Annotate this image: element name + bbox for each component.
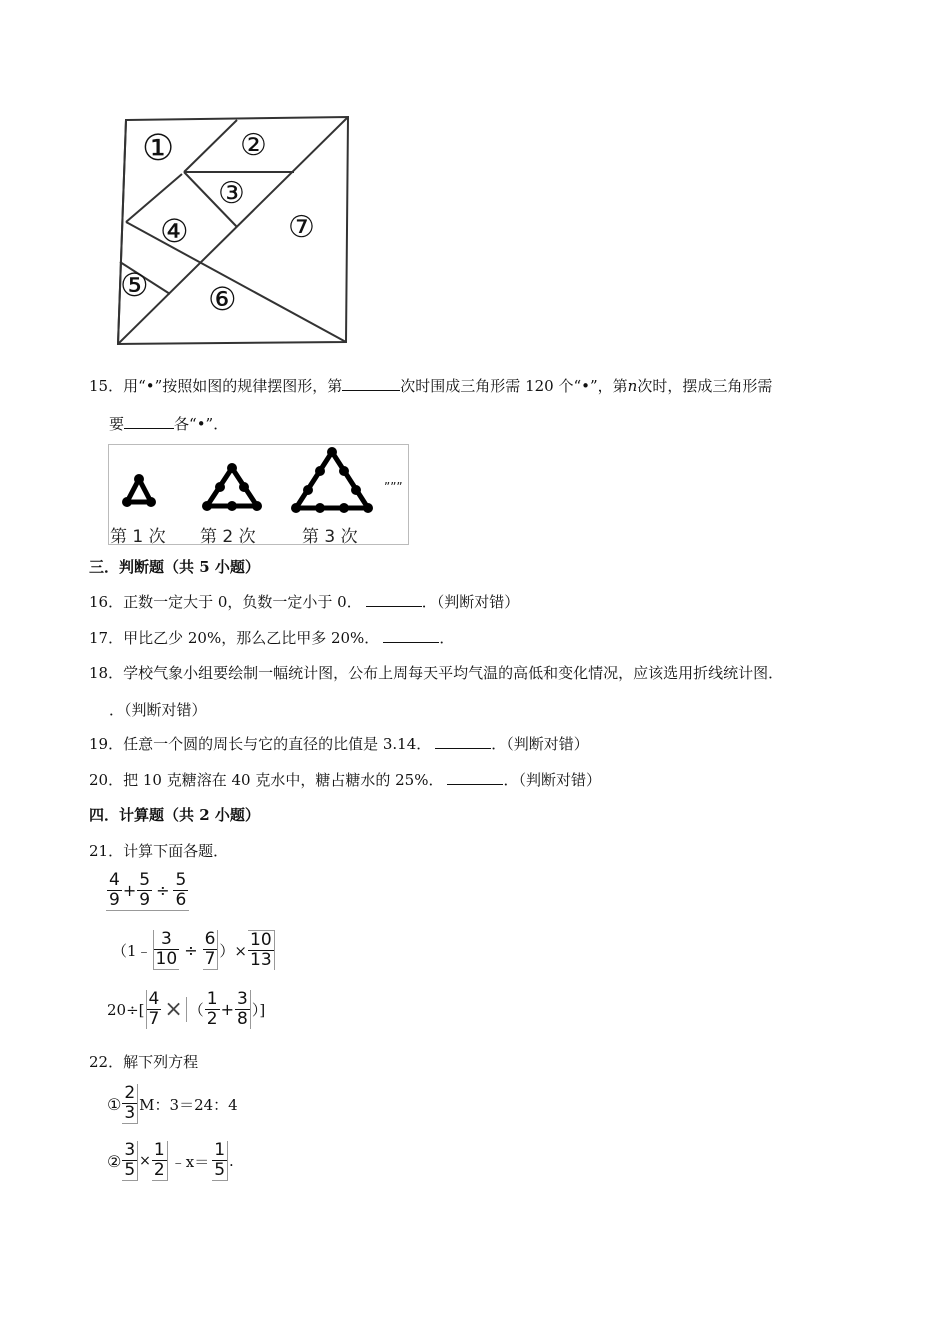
section3-heading: 三．判断题（共 5 小题） bbox=[89, 558, 260, 576]
q18-line2: ．（判断对错） bbox=[109, 701, 207, 719]
q16-blank[interactable] bbox=[366, 592, 422, 607]
tangram-label-2: ② bbox=[240, 128, 267, 163]
q16: 16．正数一定大于 0，负数一定小于 0． ．（判断对错） bbox=[89, 593, 520, 611]
q17: 17．甲比乙少 20%，那么乙比甲多 20%． ． bbox=[89, 629, 455, 647]
dots-ellipsis: ””” bbox=[384, 480, 403, 494]
expr-2: （1﹣ $\frac{3}{10}$ ÷ $\frac{6}{7}$ ）× $\frac{10}{13}$ bbox=[112, 930, 276, 970]
q18-line1: 18．学校气象小组要绘制一幅统计图，公布上周每天平均气温的高低和变化情况，应该选用折线统计图． bbox=[89, 664, 784, 682]
tangram-label-4: ④ bbox=[160, 212, 189, 250]
section4-heading: 四．计算题（共 2 小题） bbox=[89, 806, 260, 824]
q15-blank-1[interactable] bbox=[342, 376, 400, 391]
q19: 19．任意一个圆的周长与它的直径的比值是 3.14． ．（判断对错） bbox=[89, 735, 589, 753]
q17-blank[interactable] bbox=[383, 628, 439, 643]
dots-figure bbox=[108, 444, 408, 547]
q15-line2: 要 各“•”． bbox=[109, 415, 229, 433]
tangram-label-6: ⑥ bbox=[208, 280, 237, 318]
q15-line1: 15．用“•”按照如图的规律摆图形，第 次时围成三角形需 120 个“•”，第n次时，摆成三角形需 bbox=[89, 377, 773, 395]
q19-blank[interactable] bbox=[435, 734, 491, 749]
eq-1: ① $\frac{2}{3}$ M：3＝24：4 bbox=[107, 1083, 238, 1123]
expr-3: 20÷[ $\frac{4}{7}$ × （ $\frac{1}{2}$ + $\frac{3}{8}$ ）] bbox=[107, 989, 266, 1029]
q21: 21．计算下面各题． bbox=[89, 842, 229, 860]
caption-2: 第 2 次 bbox=[200, 527, 256, 547]
q22: 22．解下列方程 bbox=[89, 1053, 199, 1071]
tangram-label-5: ⑤ bbox=[120, 266, 149, 304]
q15-blank-2[interactable] bbox=[124, 414, 174, 429]
tangram-label-1: ① bbox=[142, 128, 175, 169]
q20-blank[interactable] bbox=[447, 770, 503, 785]
caption-1: 第 1 次 bbox=[110, 527, 166, 547]
tangram-figure bbox=[112, 112, 352, 347]
tangram-label-3: ③ bbox=[218, 176, 245, 211]
q20: 20．把 10 克糖溶在 40 克水中，糖占糖水的 25%． ．（判断对错） bbox=[89, 771, 601, 789]
eq-2: ② $\frac{3}{5}$ × $\frac{1}{2}$ ﹣x＝ $\frac{1}{5}$ . bbox=[107, 1140, 234, 1180]
caption-3: 第 3 次 bbox=[302, 527, 358, 547]
tangram-label-7: ⑦ bbox=[288, 210, 315, 245]
expr-1: $\frac{4}{9}$ + $\frac{5}{9}$ ÷ $\frac{5}{6}$ bbox=[106, 871, 189, 911]
